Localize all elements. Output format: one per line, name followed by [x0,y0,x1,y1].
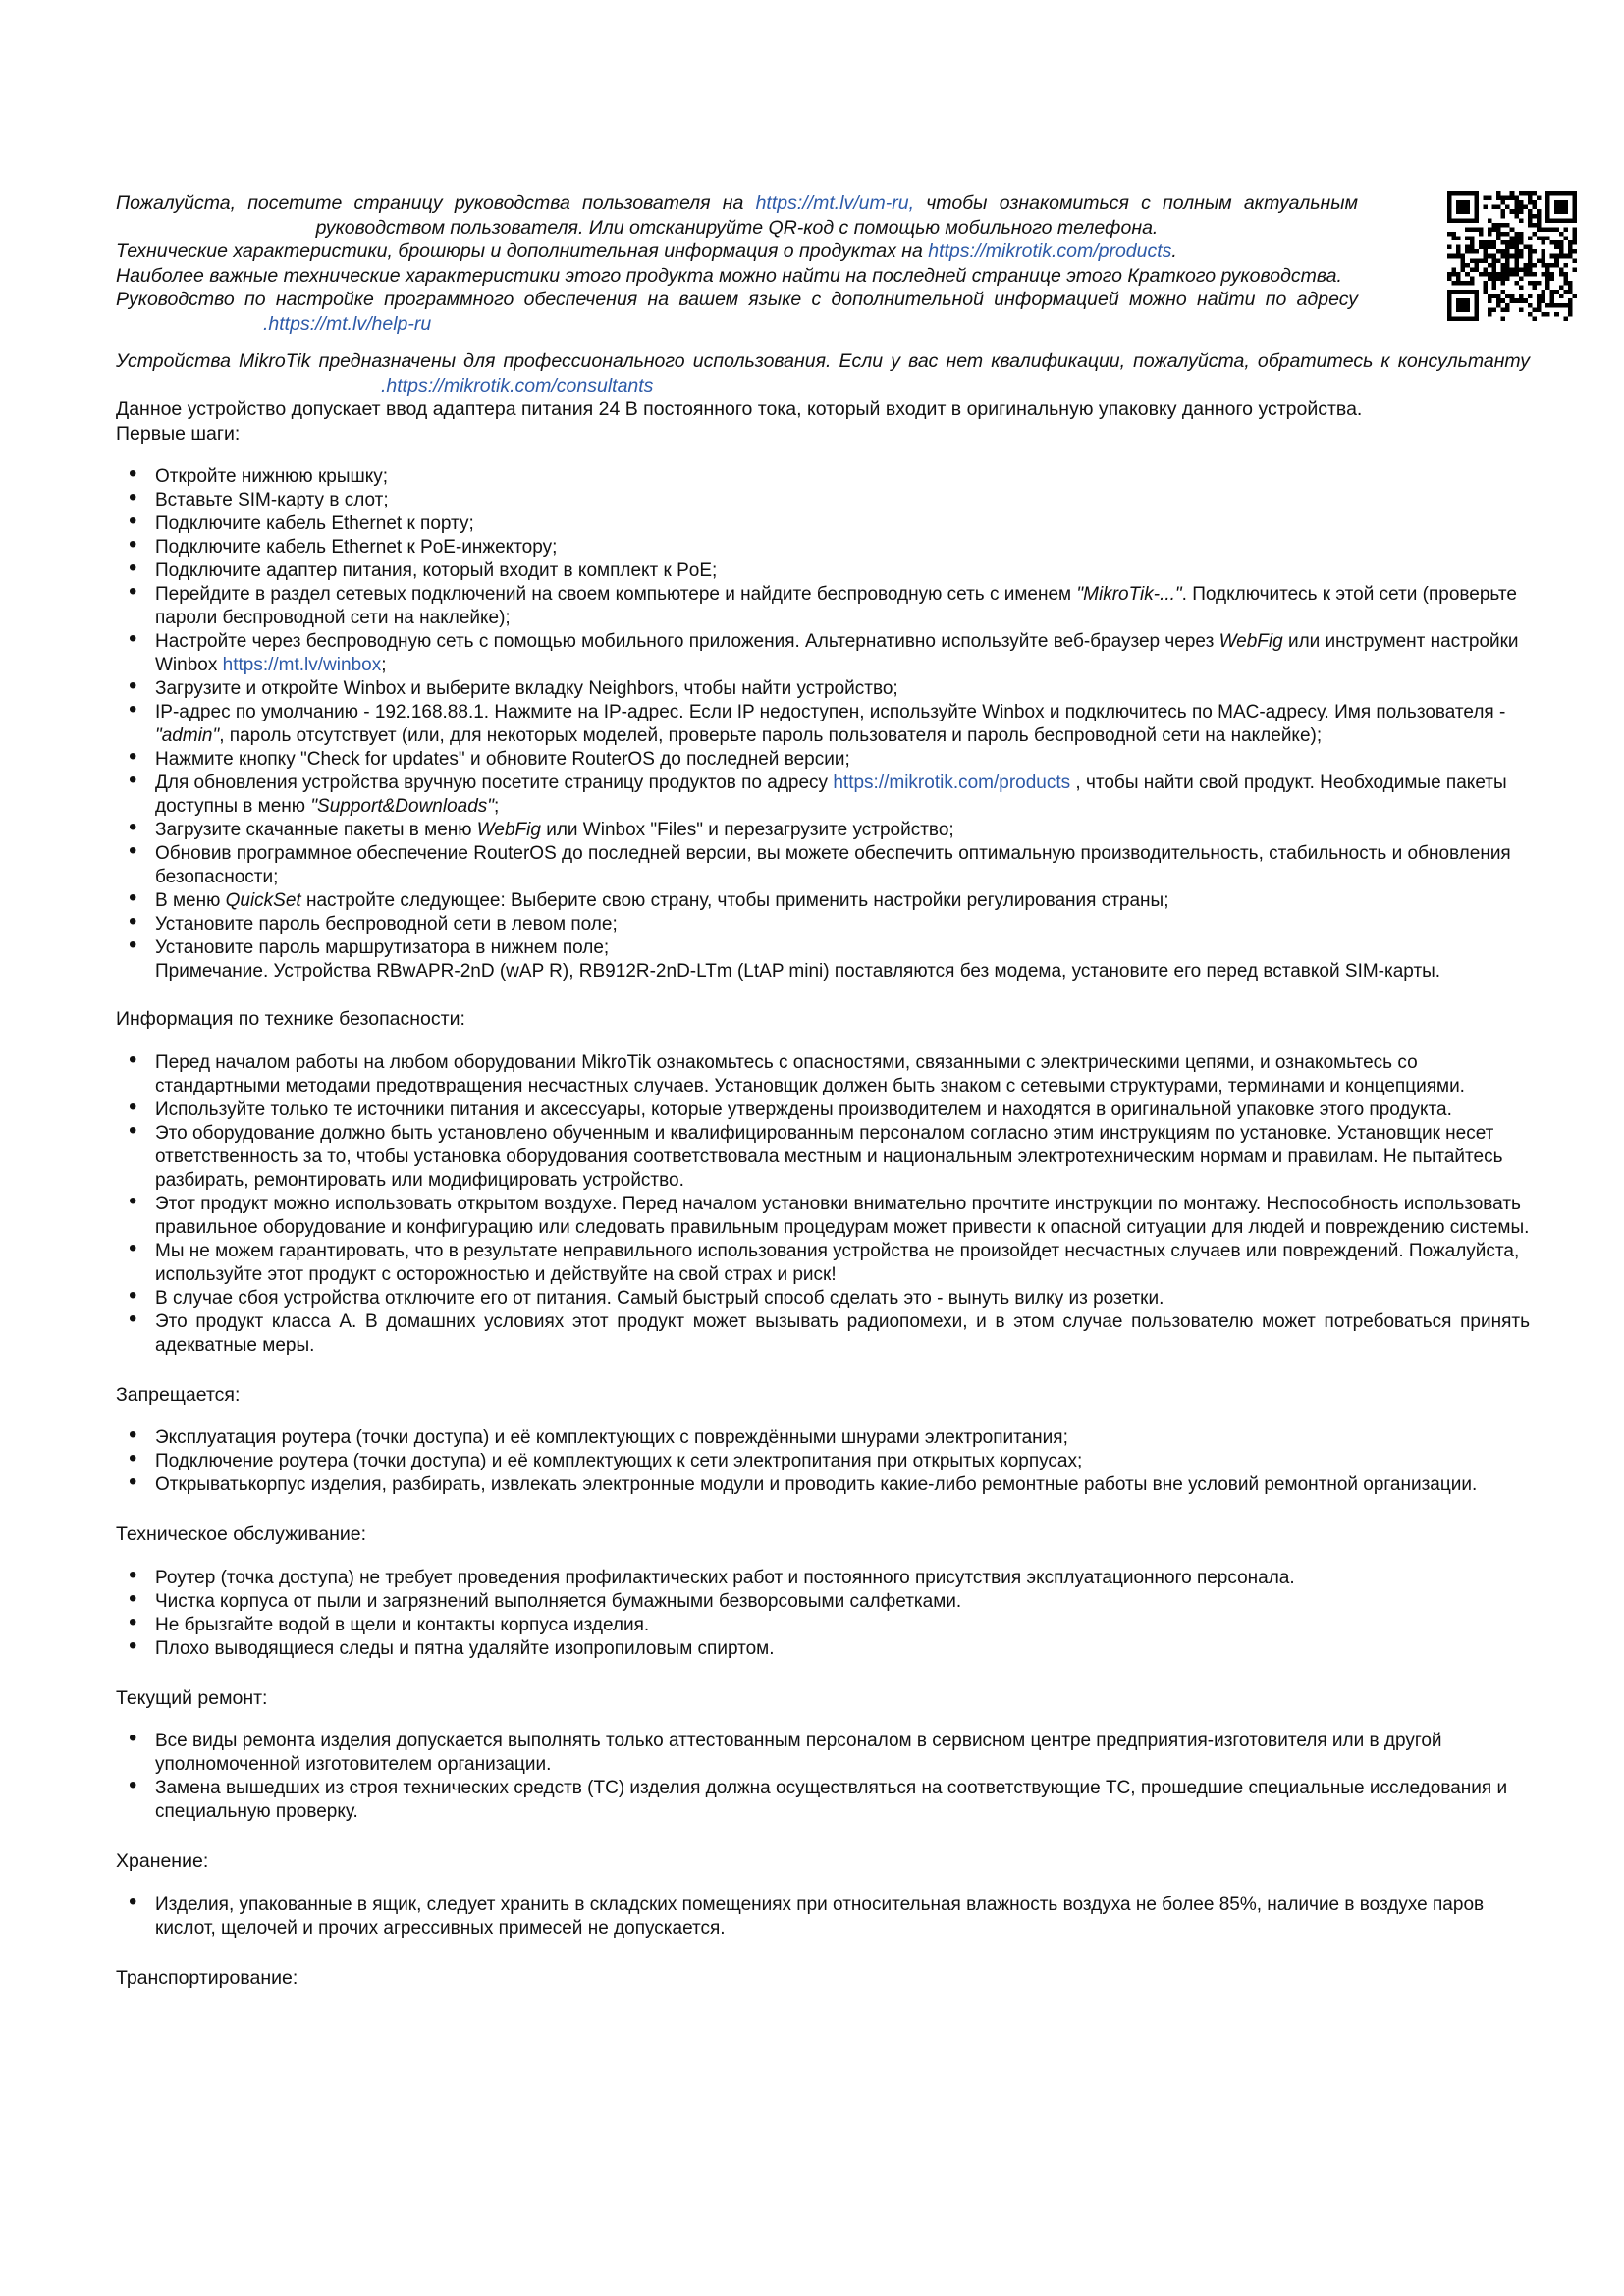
list-item: • Изделия, упакованные в ящик, следует хранить в складских помещениях при относительная влажность воздуха не более 85%, наличие в воздухе паров кислот, щелочей и прочих агрессивных примесей не допускается. [155,1894,1530,1941]
intro-block [116,191,1530,398]
maintenance-list [116,1567,1530,1661]
intro-specs-line: Наиболее важные технические характеристики этого продукта можно найти на последней странице этого Краткого руководства. [116,264,1342,287]
list-item: • Все виды ремонта изделия допускается выполнять только аттестованным персоналом в сервисном центре предприятия-изготовителя или в другой уполномоченной изготовителем организации. [155,1730,1530,1777]
emphasis-text: WebFig [1218,631,1283,652]
storage-list [116,1894,1530,1941]
list-item: • Открыватькорпус изделия, разбирать, извлекать электронные модули и проводить какие-либо ремонтные работы вне условий ремонтной организации. [155,1473,1530,1497]
list-item: • Замена вышедших из строя технических средств (ТС) изделия должна осуществляться на соответствующие ТС, прошедшие специальные исследования и специальную проверку. [155,1777,1530,1824]
list-item: • Подключите адаптер питания, который входит в комплект к PoE; [155,560,1530,583]
emphasis-text: QuickSet [225,890,301,911]
prohibited-list [116,1426,1530,1497]
first-steps-heading: Первые шаги: [116,422,241,445]
safety-list [116,1051,1530,1358]
inline-link[interactable]: https://mikrotik.com/products [833,773,1071,793]
item-text: настройте следующее: Выберите свою страну, чтобы применить настройки регулирования страны; [300,890,1169,911]
list-item: • Загрузите и откройте Winbox и выберите вкладку Neighbors, чтобы найти устройство; [155,677,1530,701]
list-item [155,701,1530,748]
list-item: • Этот продукт можно использовать открытом воздухе. Перед началом установки внимательно прочтите инструкции по монтажу. Неспособность использовать правильное оборудование и конфигурацию или следовать правильным процедурам может привести к опасной ситуации для людей и повреждению системы. [155,1193,1530,1240]
list-item [155,772,1530,819]
transport-heading: Транспортирование: [116,1966,298,1989]
emphasis-text: "Support&Downloads" [310,796,495,817]
item-text: В меню [155,890,226,911]
list-item: • Нажмите кнопку "Check for updates" и обновите RouterOS до последней версии; [155,748,1530,772]
list-item: • Перед началом работы на любом оборудовании MikroTik ознакомьтесь с опасностями, связанными с электрическими цепями, и ознакомьтесь со стандартными методами предотвращения несчастных случаев. Установщик должен быть знаком с сетевыми структурами, терминами и концепциями. [155,1051,1530,1098]
list-item: • Роутер (точка доступа) не требует проведения профилактических работ и постоянного присутствия эксплуатационного персонала. [155,1567,1530,1590]
intro-help-line: Руководство по настройке программного обеспечения на вашем языке с дополнительной информацией можно найти по адресу [116,289,1358,310]
item-text: или Winbox "Files" и перезагрузите устройство; [540,820,954,840]
intro-pro-line: Устройства MikroTik предназначены для профессионального использования. Если у вас нет квалификации, пожалуйста, обратитесь к консультанту [116,350,1530,372]
list-item [155,889,1530,913]
list-item: • Это продукт класса А. В домашних условиях этот продукт может вызывать радиопомехи, и в этом случае пользователю может потребоваться принять адекватные меры. [155,1310,1530,1358]
list-item: • Не брызгайте водой в щели и контакты корпуса изделия. [155,1614,1530,1637]
list-item [155,583,1530,630]
emphasis-text: "admin" [155,725,220,746]
list-item: • Подключите кабель Ethernet к порту; [155,512,1530,536]
item-text: ; [494,796,500,817]
products-link[interactable]: https://mikrotik.com/products [928,240,1172,262]
list-item: • Это оборудование должно быть установлено обученным и квалифицированным персоналом согласно этим инструкциям по установке. Установщик несет ответственность за то, чтобы установка оборудования соответствовала местным и национальным электротехническим нормам и правилам. Не пытайтесь разбирать, ремонтировать или модифицировать устройство. [155,1122,1530,1193]
item-text: Настройте через беспроводную сеть с помощью мобильного приложения. Альтернативно используйте веб-браузер через [155,631,1219,652]
consultants-link[interactable]: .https://mikrotik.com/consultants [381,374,654,397]
list-item: • Чистка корпуса от пыли и загрязнений выполняется бумажными безворсовыми салфетками. [155,1590,1530,1614]
manual-page [116,191,1530,1990]
intro-help-link-line [116,312,1530,337]
list-item: • Вставьте SIM-карту в слот; [155,489,1530,512]
item-text: Перейдите в раздел сетевых подключений на своем компьютере и найдите беспроводную сеть с именем [155,584,1077,605]
repair-list [116,1730,1530,1824]
item-text: . Подключитесь к этой сети (проверьте пароли беспроводной сети на наклейке); [155,584,1517,628]
intro-consultants-link-line [116,374,1530,399]
emphasis-text: "MikroTik-..." [1076,584,1182,605]
list-item: • Эксплуатация роутера (точки доступа) и её комплектующих с повреждёнными шнурами электропитания; [155,1426,1530,1450]
item-text: Для обновления устройства вручную посетите страницу продуктов по адресу [155,773,834,793]
list-item: • Установите пароль беспроводной сети в левом поле; [155,913,1530,936]
list-item: • Подключите кабель Ethernet к PoE-инжектору; [155,536,1530,560]
repair-heading: Текущий ремонт: [116,1686,268,1709]
item-text: , пароль отсутствует (или, для некоторых моделей, проверьте пароль пользователя и пароль беспроводной сети на наклейке); [219,725,1323,746]
intro-products-line: Технические характеристики, брошюры и дополнительная информация о продуктах на https://mikrotik.com/products. [116,240,1177,262]
list-item [155,819,1530,842]
item-text: или инструмент настройки Winbox [155,631,1519,675]
item-text: Установите пароль маршрутизатора в нижнем поле; [155,937,610,958]
maintenance-heading: Техническое обслуживание: [116,1523,366,1545]
inline-link[interactable]: https://mt.lv/winbox [222,655,382,675]
safety-heading: Информация по технике безопасности: [116,1008,465,1030]
first-steps-list [116,465,1530,984]
intro-manual-line: Пожалуйста, посетите страницу руководства пользователя на https://mt.lv/um-ru, чтобы ознакомиться с полным актуальным [116,192,1358,214]
list-item: • Плохо выводящиеся следы и пятна удаляйте изопропиловым спиртом. [155,1637,1530,1661]
list-item: • Обновив программное обеспечение RouterOS до последней версии, вы можете обеспечить оптимальную производительность, стабильность и обновления безопасности; [155,842,1530,889]
list-item: • Подключение роутера (точки доступа) и её комплектующих к сети электропитания при открытых корпусах; [155,1450,1530,1473]
qr-code-icon [1447,191,1577,321]
storage-heading: Хранение: [116,1850,209,1872]
item-text: Загрузите скачанные пакеты в меню [155,820,477,840]
list-item: • Используйте только те источники питания и аксессуары, которые утверждены производителем и находятся в оригинальной упаковке этого продукта. [155,1098,1530,1122]
help-link[interactable]: .https://mt.lv/help-ru [263,312,432,335]
power-note: Данное устройство допускает ввод адаптера питания 24 В постоянного тока, который входит в оригинальную упаковку данного устройства. [116,399,1363,420]
item-text: Примечание. Устройства RBwAPR-2nD (wAP R), RB912R-2nD-LTm (LtAP mini) поставляются без модема, установите его перед вставкой SIM-карты. [155,961,1441,982]
item-text: IP-адрес по умолчанию - 192.168.88.1. Нажмите на IP-адрес. Если IP недоступен, используйте Winbox и подключитесь по MAC-адресу. Имя пользователя - [155,702,1506,722]
list-item [155,936,1530,984]
list-item: • Откройте нижнюю крышку; [155,465,1530,489]
list-item: • Мы не можем гарантировать, что в результате неправильного использования устройства не произойдет несчастных случаев или повреждений. Пожалуйста, используйте этот продукт с осторожностью и действуйте на свой страх и риск! [155,1240,1530,1287]
list-item [155,630,1530,677]
item-text: , чтобы найти свой продукт. Необходимые пакеты доступны в меню [155,773,1507,817]
list-item: • В случае сбоя устройства отключите его от питания. Самый быстрый способ сделать это - вынуть вилку из розетки. [155,1287,1530,1310]
manual-link[interactable]: https://mt.lv/um-ru, [755,192,915,214]
item-text: ; [381,655,387,675]
emphasis-text: WebFig [476,820,541,840]
prohibited-heading: Запрещается: [116,1383,241,1406]
intro-manual-line-2: руководством пользователя. Или отсканируйте QR-код с помощью мобильного телефона. [315,216,1159,239]
